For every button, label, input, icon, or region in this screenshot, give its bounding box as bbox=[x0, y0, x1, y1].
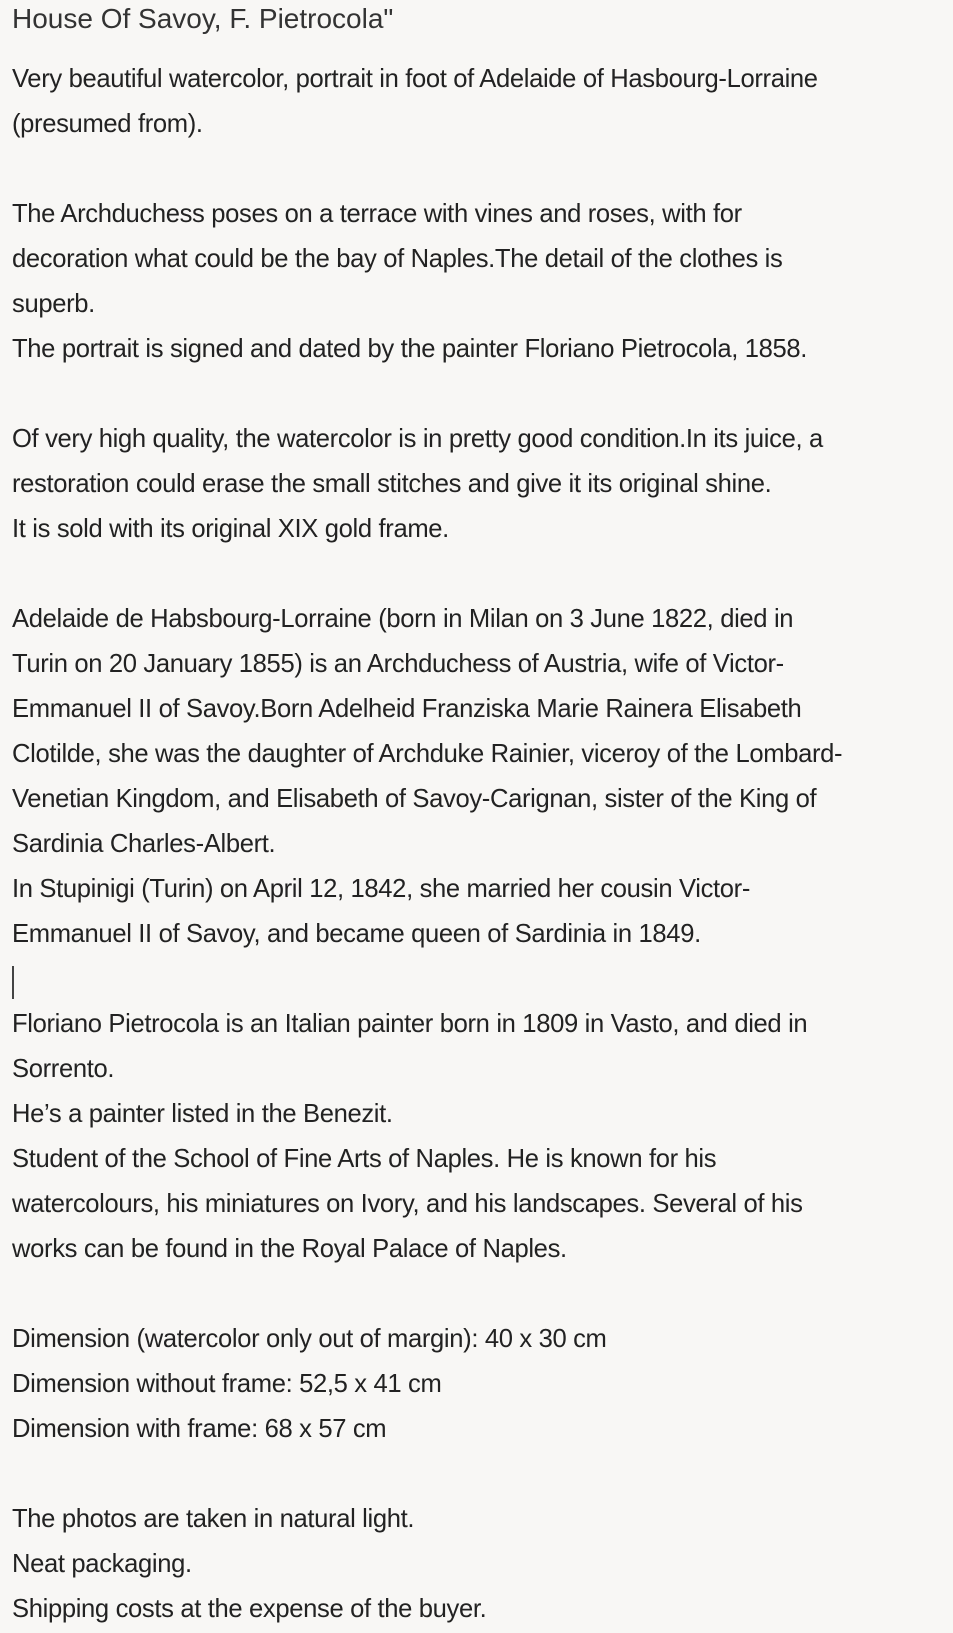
blank-line bbox=[12, 147, 932, 192]
description-line: Sorrento. bbox=[12, 1055, 115, 1083]
description-line: Dimension (watercolor only out of margin): 40 x 30 cm bbox=[12, 1325, 607, 1353]
description-line: The photos are taken in natural light. bbox=[12, 1505, 415, 1533]
description-line: Adelaide de Habsbourg-Lorraine (born in Milan on 3 June 1822, died in bbox=[12, 605, 794, 633]
description-line: Emmanuel II of Savoy, and became queen of Sardinia in 1849. bbox=[12, 920, 701, 948]
description-line: Turin on 20 January 1855) is an Archduchess of Austria, wife of Victor- bbox=[12, 650, 784, 678]
description-line: Neat packaging. bbox=[12, 1550, 192, 1578]
blank-line bbox=[12, 1272, 932, 1317]
description-line: Sardinia Charles-Albert. bbox=[12, 830, 276, 858]
description-line: Shipping costs at the expense of the buyer. bbox=[12, 1595, 487, 1623]
blank-line bbox=[12, 372, 932, 417]
blank-line bbox=[12, 1452, 932, 1497]
description-line: Clotilde, she was the daughter of Archduke Rainier, viceroy of the Lombard- bbox=[12, 740, 843, 768]
description-line: Dimension without frame: 52,5 x 41 cm bbox=[12, 1370, 442, 1398]
listing-title: House Of Savoy, F. Pietrocola" bbox=[12, 3, 394, 34]
text-caret-line[interactable] bbox=[12, 957, 932, 1002]
description-line: Of very high quality, the watercolor is in pretty good condition.In its juice, a bbox=[12, 425, 823, 453]
description-body[interactable] bbox=[12, 57, 932, 1632]
description-line: restoration could erase the small stitches and give it its original shine. bbox=[12, 470, 772, 498]
description-line: Floriano Pietrocola is an Italian painter born in 1809 in Vasto, and died in bbox=[12, 1010, 808, 1038]
text-caret bbox=[12, 966, 14, 999]
description-line: The portrait is signed and dated by the painter Floriano Pietrocola, 1858. bbox=[12, 335, 808, 363]
description-line: He’s a painter listed in the Benezit. bbox=[12, 1100, 393, 1128]
description-line: superb. bbox=[12, 290, 95, 318]
listing-description bbox=[12, 0, 932, 1632]
description-line: Venetian Kingdom, and Elisabeth of Savoy-Carignan, sister of the King of bbox=[12, 785, 817, 813]
description-line: (presumed from). bbox=[12, 110, 203, 138]
description-line: decoration what could be the bay of Naples.The detail of the clothes is bbox=[12, 245, 783, 273]
description-line: In Stupinigi (Turin) on April 12, 1842, she married her cousin Victor- bbox=[12, 875, 751, 903]
description-line: Very beautiful watercolor, portrait in foot of Adelaide of Hasbourg-Lorraine bbox=[12, 65, 818, 93]
description-line: works can be found in the Royal Palace of Naples. bbox=[12, 1235, 567, 1263]
description-line: watercolours, his miniatures on Ivory, and his landscapes. Several of his bbox=[12, 1190, 803, 1218]
description-line: Emmanuel II of Savoy.Born Adelheid Franziska Marie Rainera Elisabeth bbox=[12, 695, 802, 723]
blank-line bbox=[12, 552, 932, 597]
description-line: The Archduchess poses on a terrace with vines and roses, with for bbox=[12, 200, 742, 228]
description-line: It is sold with its original XIX gold frame. bbox=[12, 515, 449, 543]
description-line: Student of the School of Fine Arts of Naples. He is known for his bbox=[12, 1145, 717, 1173]
description-line: Dimension with frame: 68 x 57 cm bbox=[12, 1415, 387, 1443]
